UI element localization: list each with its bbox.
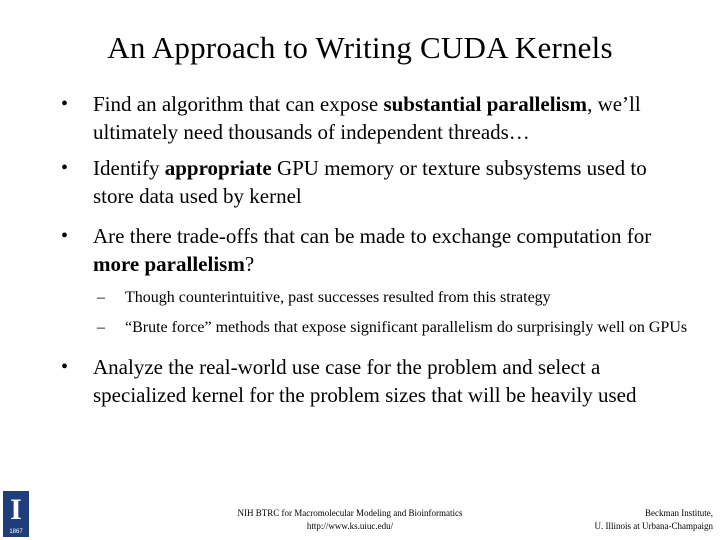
sub-bullet-marker: –: [97, 289, 105, 306]
bullet-text: , we’ll ultimately need thousands of independent threads…: [93, 92, 641, 144]
bullet-marker: •: [61, 93, 69, 115]
bullet-marker: •: [61, 157, 69, 179]
footer-center: [200, 507, 500, 533]
footer-institute: Beckman Institute,: [645, 508, 713, 518]
university-logo: [3, 491, 29, 537]
bullet-item: [62, 353, 692, 409]
bullet-marker: •: [61, 356, 69, 378]
logo-mark: I: [10, 493, 22, 526]
bullet-item: [62, 154, 692, 210]
slide-title: An Approach to Writing CUDA Kernels: [107, 30, 613, 65]
bullet-item: [62, 222, 692, 278]
bullet-text: ?: [244, 252, 255, 276]
bullet-item: [62, 90, 692, 146]
bullet-emphasis: substantial parallelism: [383, 92, 588, 116]
bullet-emphasis: appropriate: [164, 156, 272, 180]
footer-right: [520, 507, 713, 533]
sub-bullet-item: [97, 286, 692, 309]
footer-org: NIH BTRC for Macromolecular Modeling and Bioinformatics: [237, 508, 463, 518]
bullet-text: Find an algorithm that can expose: [93, 92, 384, 116]
bullet-text: Analyze the real-world use case for the problem and select a specialized kernel for the problem sizes that will be heavily used: [93, 355, 637, 407]
sub-bullet-text: “Brute force” methods that expose significant parallelism do surprisingly well on GPUs: [125, 319, 688, 336]
bullet-text: Identify: [93, 156, 165, 180]
logo-year: 1867: [9, 529, 23, 535]
sub-bullet-text: Though counterintuitive, past successes resulted from this strategy: [125, 289, 551, 306]
sub-bullet-list: [97, 286, 692, 339]
bullet-emphasis: more parallelism: [93, 252, 245, 276]
bullet-text: GPU memory or texture subsystems used to store data used by kernel: [93, 156, 647, 208]
bullet-text: Are there trade-offs that can be made to exchange computation for: [93, 224, 652, 248]
footer-university: U. Illinois at Urbana-Champaign: [594, 521, 713, 531]
sub-bullet-marker: –: [97, 319, 105, 336]
bullet-marker: •: [61, 225, 69, 247]
footer-url[interactable]: http://www.ks.uiuc.edu/: [306, 521, 394, 531]
sub-bullet-item: [97, 316, 692, 339]
bullet-list: [62, 90, 692, 417]
